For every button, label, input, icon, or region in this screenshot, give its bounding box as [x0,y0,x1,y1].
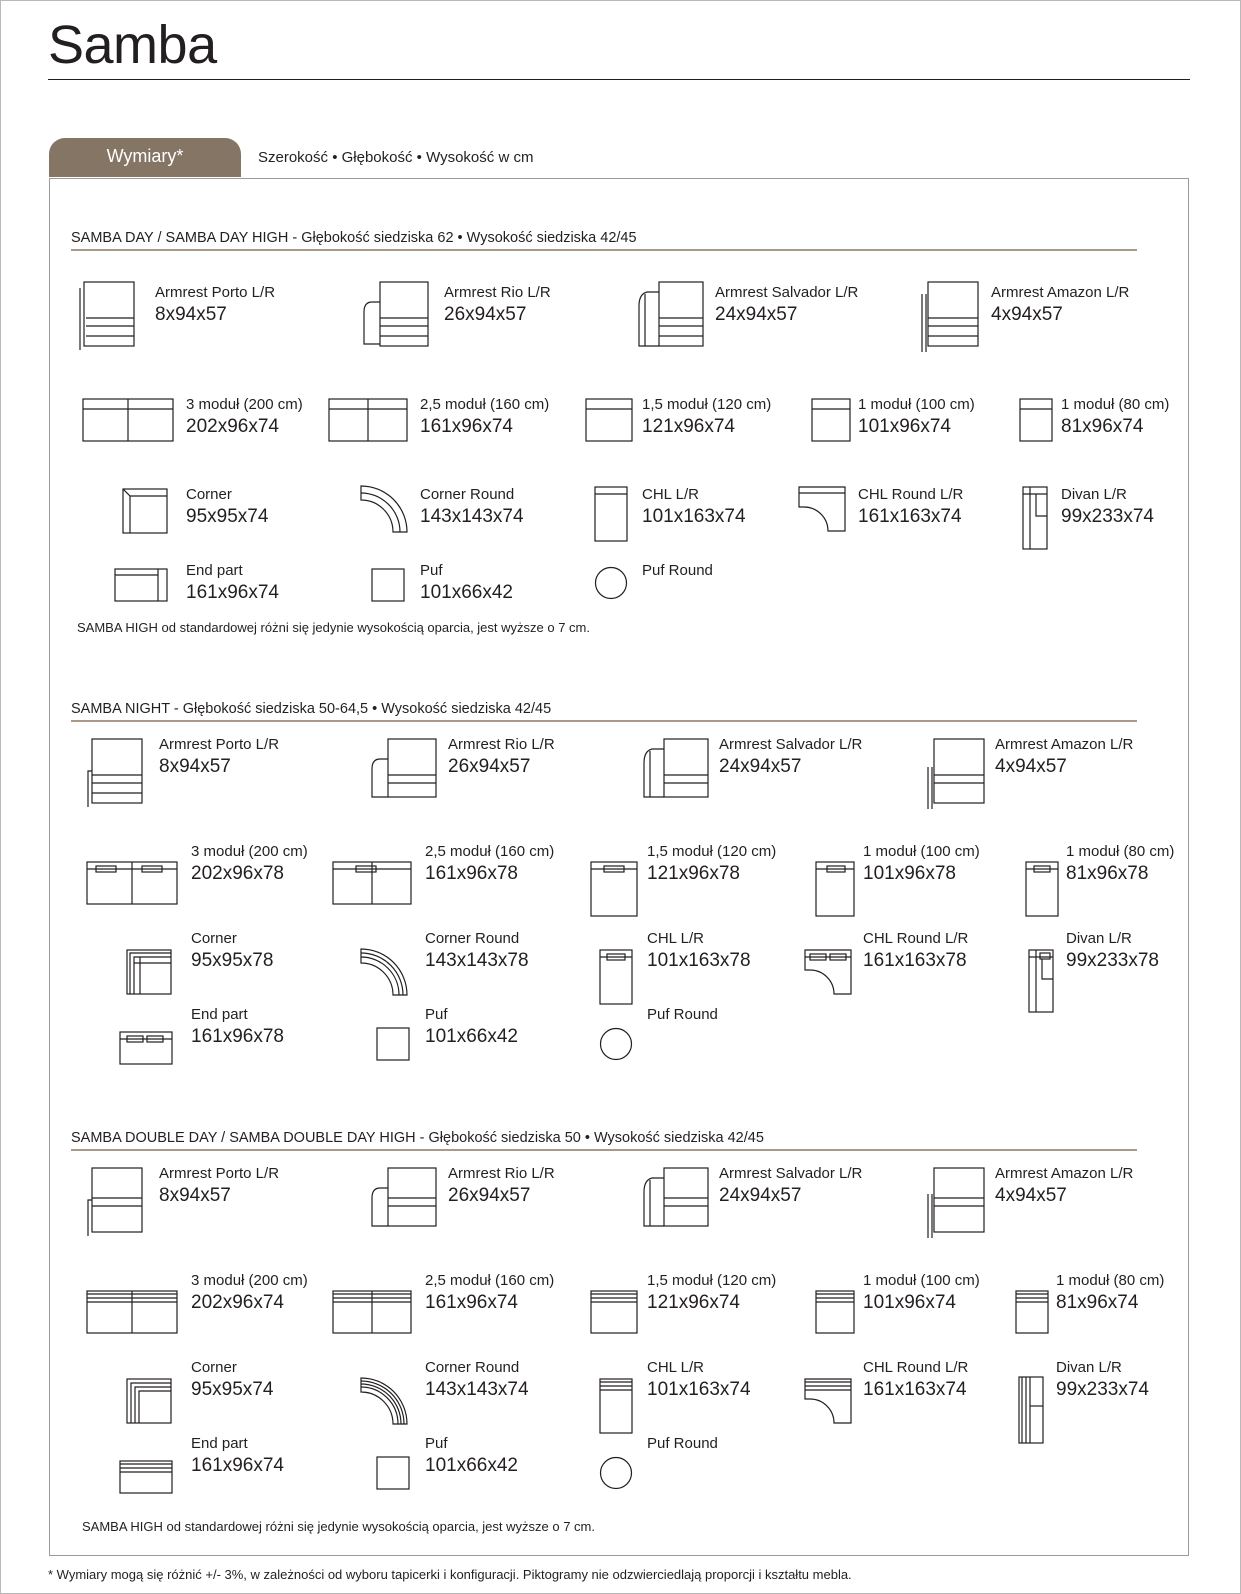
item-dimensions: 24x94x57 [719,1185,802,1206]
item-label: Divan L/R [1061,486,1127,503]
item-label: Armrest Porto L/R [159,736,280,753]
item-label: 2,5 moduł (160 cm) [420,396,550,413]
module-2-5-pictogram [328,398,408,442]
item-dimensions: 99x233x78 [1066,950,1159,971]
item-label: CHL L/R [647,1359,704,1376]
item-label: CHL Round L/R [863,930,969,947]
item-label: Corner [186,486,232,503]
item-label: Armrest Porto L/R [155,284,276,301]
end-part-pictogram [119,1460,173,1494]
item-label: Armrest Salvador L/R [719,736,863,753]
item-dimensions: 24x94x57 [719,756,802,777]
section-divider [71,249,1137,251]
divan-pictogram [1028,949,1054,1013]
item-dimensions: 161x96x74 [186,582,279,603]
item-label: 2,5 moduł (160 cm) [425,1272,555,1289]
item-dimensions: 81x96x74 [1061,416,1144,437]
item-label: CHL L/R [647,930,704,947]
item-label: Divan L/R [1056,1359,1122,1376]
module-1-5-pictogram [590,861,638,917]
item-label: CHL Round L/R [863,1359,969,1376]
section-header: SAMBA NIGHT - Głębokość siedziska 50-64,5 • Wysokość siedziska 42/45 [71,701,552,717]
item-label: Corner [191,1359,237,1376]
corner-round-pictogram [359,1376,409,1426]
item-label: Puf [425,1006,448,1023]
title-divider [48,79,1190,80]
item-label: Armrest Amazon L/R [991,284,1130,301]
armrest-porto-pictogram [86,1166,144,1236]
page-title: Samba [48,15,217,75]
section-note: SAMBA HIGH od standardowej różni się jedynie wysokością oparcia, jest wyższe o 7 cm. [82,1519,595,1534]
item-label: Armrest Rio L/R [444,284,551,301]
item-dimensions: 95x95x74 [186,506,269,527]
item-label: 1 moduł (80 cm) [1056,1272,1165,1289]
module-1-100-pictogram [811,398,851,442]
item-dimensions: 95x95x74 [191,1379,274,1400]
item-dimensions: 26x94x57 [448,1185,531,1206]
armrest-amazon-pictogram [928,737,986,809]
item-label: 2,5 moduł (160 cm) [425,843,555,860]
item-label: Puf Round [642,562,713,579]
item-label: Corner Round [425,1359,520,1376]
item-dimensions: 143x143x78 [425,950,529,971]
armrest-salvador-pictogram [642,737,712,799]
item-label: CHL L/R [642,486,699,503]
item-dimensions: 101x96x78 [863,863,956,884]
chl-pictogram [599,949,633,1005]
item-dimensions: 161x96x74 [191,1455,284,1476]
item-label: Corner Round [420,486,515,503]
item-label: Armrest Salvador L/R [715,284,859,301]
chl-pictogram [599,1378,633,1434]
item-label: Armrest Amazon L/R [995,1165,1134,1182]
item-label: Puf [420,562,443,579]
item-label: Corner Round [425,930,520,947]
armrest-amazon-pictogram [922,280,982,352]
item-dimensions: 99x233x74 [1056,1379,1149,1400]
item-dimensions: 161x163x78 [863,950,967,971]
section-header: SAMBA DAY / SAMBA DAY HIGH - Głębokość siedziska 62 • Wysokość siedziska 42/45 [71,230,637,246]
item-label: 3 moduł (200 cm) [191,1272,308,1289]
item-dimensions: 121x96x78 [647,863,740,884]
divan-pictogram [1018,1376,1044,1444]
section-header: SAMBA DOUBLE DAY / SAMBA DOUBLE DAY HIGH - Głębokość siedziska 50 • Wysokość siedziska 42/45 [71,1130,764,1146]
item-dimensions: 161x163x74 [858,506,962,527]
module-2-5-pictogram [332,1290,412,1334]
item-dimensions: 101x96x74 [858,416,951,437]
puf-pictogram [376,1456,410,1490]
section-divider [71,720,1137,722]
dimensions-tab: Wymiary* [49,138,241,177]
item-dimensions: 101x66x42 [425,1455,518,1476]
item-dimensions: 121x96x74 [642,416,735,437]
module-3-pictogram [86,1290,178,1334]
item-dimensions: 24x94x57 [715,304,798,325]
item-dimensions: 4x94x57 [995,756,1067,777]
item-dimensions: 26x94x57 [448,756,531,777]
item-label: Armrest Porto L/R [159,1165,280,1182]
armrest-rio-pictogram [370,1166,440,1228]
item-dimensions: 101x66x42 [425,1026,518,1047]
puf-pictogram [376,1027,410,1061]
item-dimensions: 101x163x74 [642,506,746,527]
armrest-porto-pictogram [86,737,144,807]
item-label: 1 moduł (80 cm) [1066,843,1175,860]
puf-round-pictogram [594,566,628,600]
item-label: 1 moduł (100 cm) [858,396,975,413]
item-dimensions: 4x94x57 [991,304,1063,325]
item-dimensions: 101x66x42 [420,582,513,603]
armrest-salvador-pictogram [637,280,707,350]
section-divider [71,1149,1137,1151]
module-1-5-pictogram [590,1290,638,1334]
chl-round-pictogram [798,486,846,532]
item-dimensions: 161x96x78 [191,1026,284,1047]
item-label: Armrest Amazon L/R [995,736,1134,753]
item-dimensions: 121x96x74 [647,1292,740,1313]
module-3-pictogram [82,398,174,442]
item-dimensions: 101x163x74 [647,1379,751,1400]
item-dimensions: 161x163x74 [863,1379,967,1400]
item-dimensions: 95x95x78 [191,950,274,971]
item-label: Puf Round [647,1435,718,1452]
item-dimensions: 202x96x74 [191,1292,284,1313]
item-label: 1 moduł (80 cm) [1061,396,1170,413]
item-label: 1,5 moduł (120 cm) [647,843,777,860]
armrest-porto-pictogram [80,280,140,350]
item-dimensions: 26x94x57 [444,304,527,325]
item-dimensions: 202x96x74 [186,416,279,437]
item-label: End part [186,562,243,579]
end-part-pictogram [119,1031,173,1065]
item-label: Divan L/R [1066,930,1132,947]
item-label: 1,5 moduł (120 cm) [642,396,772,413]
item-dimensions: 81x96x78 [1066,863,1149,884]
chl-round-pictogram [804,949,852,995]
armrest-rio-pictogram [362,280,432,350]
item-dimensions: 81x96x74 [1056,1292,1139,1313]
item-label: Puf Round [647,1006,718,1023]
module-1-100-pictogram [815,861,855,917]
puf-round-pictogram [599,1456,633,1490]
module-1-80-pictogram [1015,1290,1049,1334]
item-label: Armrest Salvador L/R [719,1165,863,1182]
item-label: End part [191,1006,248,1023]
item-label: End part [191,1435,248,1452]
item-dimensions: 143x143x74 [420,506,524,527]
chl-pictogram [594,486,628,542]
section-note: SAMBA HIGH od standardowej różni się jedynie wysokością oparcia, jest wyższe o 7 cm. [77,620,590,635]
module-3-pictogram [86,861,178,905]
module-1-80-pictogram [1025,861,1059,917]
item-label: Puf [425,1435,448,1452]
corner-round-pictogram [359,484,409,534]
item-label: 1,5 moduł (120 cm) [647,1272,777,1289]
corner-pictogram [122,488,168,534]
armrest-salvador-pictogram [642,1166,712,1228]
item-label: CHL Round L/R [858,486,964,503]
corner-pictogram [126,949,172,995]
module-1-80-pictogram [1019,398,1053,442]
item-dimensions: 101x96x74 [863,1292,956,1313]
item-dimensions: 8x94x57 [159,1185,231,1206]
end-part-pictogram [114,568,168,602]
item-dimensions: 99x233x74 [1061,506,1154,527]
item-dimensions: 4x94x57 [995,1185,1067,1206]
item-dimensions: 101x163x78 [647,950,751,971]
corner-pictogram [126,1378,172,1424]
item-label: 1 moduł (100 cm) [863,843,980,860]
item-dimensions: 202x96x78 [191,863,284,884]
module-1-5-pictogram [585,398,633,442]
item-label: 3 moduł (200 cm) [191,843,308,860]
item-dimensions: 161x96x78 [425,863,518,884]
armrest-amazon-pictogram [928,1166,986,1238]
divan-pictogram [1022,486,1048,550]
item-label: 1 moduł (100 cm) [863,1272,980,1289]
item-dimensions: 161x96x74 [425,1292,518,1313]
item-dimensions: 143x143x74 [425,1379,529,1400]
corner-round-pictogram [359,947,409,997]
footnote: * Wymiary mogą się różnić +/- 3%, w zależności od wyboru tapicerki i konfiguracji. Piktogramy nie odzwierciedlają proporcji i kształtu mebla. [48,1567,852,1582]
puf-pictogram [371,568,405,602]
module-2-5-pictogram [332,861,412,905]
module-1-100-pictogram [815,1290,855,1334]
chl-round-pictogram [804,1378,852,1424]
item-label: Corner [191,930,237,947]
item-label: Armrest Rio L/R [448,1165,555,1182]
armrest-rio-pictogram [370,737,440,799]
item-label: Armrest Rio L/R [448,736,555,753]
item-dimensions: 161x96x74 [420,416,513,437]
item-dimensions: 8x94x57 [155,304,227,325]
item-dimensions: 8x94x57 [159,756,231,777]
units-legend: Szerokość • Głębokość • Wysokość w cm [258,149,534,166]
item-label: 3 moduł (200 cm) [186,396,303,413]
puf-round-pictogram [599,1027,633,1061]
